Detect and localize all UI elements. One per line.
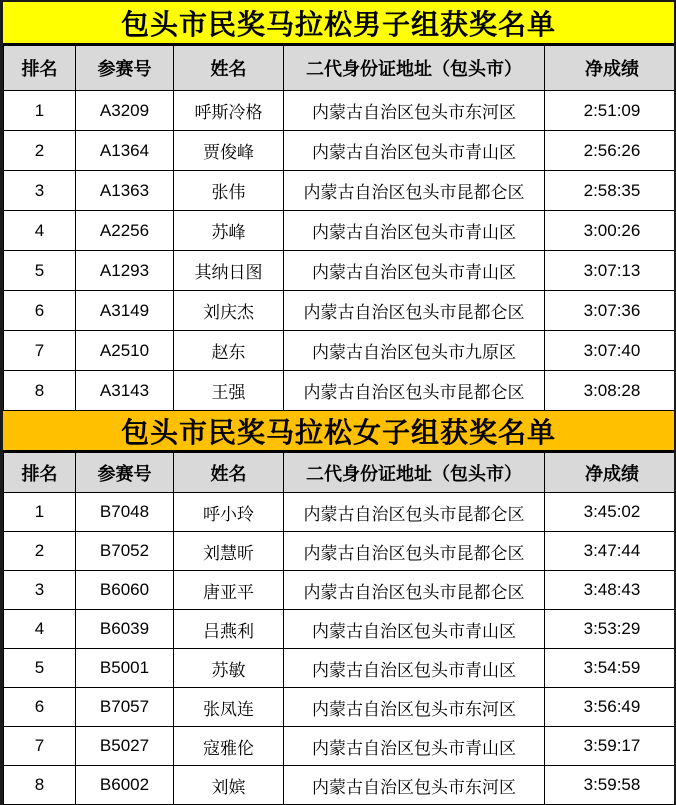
name-cell: 苏敏 — [174, 649, 284, 688]
rank-cell: 2 — [4, 532, 76, 571]
name-cell: 苏峰 — [174, 211, 284, 251]
bib-cell: A3149 — [76, 291, 174, 331]
table-row — [4, 532, 676, 571]
bib-cell: B5027 — [76, 727, 174, 766]
bib-cell: B6039 — [76, 610, 174, 649]
address-cell: 内蒙古自治区包头市青山区 — [284, 610, 545, 649]
table-row — [4, 211, 676, 251]
address-cell: 内蒙古自治区包头市青山区 — [284, 211, 545, 251]
bib-cell: A1363 — [76, 171, 174, 211]
net-time-cell: 3:45:02 — [545, 493, 676, 532]
womens-section-title-banner: 包头市民奖马拉松女子组获奖名单 — [3, 411, 674, 452]
header-cell-bib: 参赛号 — [76, 453, 174, 493]
name-cell: 贾俊峰 — [174, 131, 284, 171]
address-cell: 内蒙古自治区包头市青山区 — [284, 131, 545, 171]
net-time-cell: 3:59:58 — [545, 766, 676, 805]
net-time-cell: 3:48:43 — [545, 571, 676, 610]
table-row — [4, 371, 676, 411]
name-cell: 呼斯冷格 — [174, 91, 284, 131]
address-cell: 内蒙古自治区包头市昆都仑区 — [284, 571, 545, 610]
header-cell-net-time: 净成绩 — [545, 453, 676, 493]
address-cell: 内蒙古自治区包头市昆都仑区 — [284, 171, 545, 211]
net-time-cell: 3:59:17 — [545, 727, 676, 766]
table-row — [4, 610, 676, 649]
net-time-cell: 2:58:35 — [545, 171, 676, 211]
net-time-cell: 3:07:40 — [545, 331, 676, 371]
header-cell-rank: 排名 — [4, 46, 76, 91]
header-cell-rank: 排名 — [4, 453, 76, 493]
rank-cell: 8 — [4, 766, 76, 805]
header-cell-address: 二代身份证地址（包头市） — [284, 46, 545, 91]
bib-cell: A3143 — [76, 371, 174, 411]
table-row — [4, 331, 676, 371]
table-row — [4, 493, 676, 532]
rank-cell: 6 — [4, 291, 76, 331]
address-cell: 内蒙古自治区包头市东河区 — [284, 766, 545, 805]
name-cell: 刘嫔 — [174, 766, 284, 805]
header-row — [4, 453, 676, 493]
address-cell: 内蒙古自治区包头市东河区 — [284, 688, 545, 727]
net-time-cell: 3:07:36 — [545, 291, 676, 331]
address-cell: 内蒙古自治区包头市东河区 — [284, 91, 545, 131]
table-row — [4, 688, 676, 727]
bib-cell: A3209 — [76, 91, 174, 131]
header-cell-name: 姓名 — [174, 46, 284, 91]
rank-cell: 3 — [4, 571, 76, 610]
table-row — [4, 571, 676, 610]
table-row — [4, 766, 676, 805]
table-row — [4, 649, 676, 688]
net-time-cell: 3:47:44 — [545, 532, 676, 571]
bib-cell: A2256 — [76, 211, 174, 251]
name-cell: 唐亚平 — [174, 571, 284, 610]
address-cell: 内蒙古自治区包头市青山区 — [284, 727, 545, 766]
address-cell: 内蒙古自治区包头市昆都仑区 — [284, 493, 545, 532]
net-time-cell: 3:08:28 — [545, 371, 676, 411]
header-cell-bib: 参赛号 — [76, 46, 174, 91]
header-cell-name: 姓名 — [174, 453, 284, 493]
net-time-cell: 3:00:26 — [545, 211, 676, 251]
womens-section — [3, 411, 674, 805]
name-cell: 王强 — [174, 371, 284, 411]
table-row — [4, 727, 676, 766]
address-cell: 内蒙古自治区包头市青山区 — [284, 649, 545, 688]
bib-cell: B7048 — [76, 493, 174, 532]
rank-cell: 4 — [4, 610, 76, 649]
bib-cell: A1293 — [76, 251, 174, 291]
address-cell: 内蒙古自治区包头市青山区 — [284, 251, 545, 291]
net-time-cell: 3:56:49 — [545, 688, 676, 727]
bib-cell: B5001 — [76, 649, 174, 688]
rank-cell: 7 — [4, 331, 76, 371]
name-cell: 呼小玲 — [174, 493, 284, 532]
table-row — [4, 171, 676, 211]
name-cell: 刘庆杰 — [174, 291, 284, 331]
net-time-cell: 2:56:26 — [545, 131, 676, 171]
mens-results-table — [3, 45, 676, 411]
name-cell: 寇雅伦 — [174, 727, 284, 766]
bib-cell: B6060 — [76, 571, 174, 610]
bib-cell: B7057 — [76, 688, 174, 727]
address-cell: 内蒙古自治区包头市昆都仑区 — [284, 371, 545, 411]
address-cell: 内蒙古自治区包头市九原区 — [284, 331, 545, 371]
womens-results-table — [3, 452, 676, 805]
address-cell: 内蒙古自治区包头市昆都仑区 — [284, 291, 545, 331]
bib-cell: B6002 — [76, 766, 174, 805]
net-time-cell: 3:54:59 — [545, 649, 676, 688]
name-cell: 张伟 — [174, 171, 284, 211]
bib-cell: A1364 — [76, 131, 174, 171]
header-row — [4, 46, 676, 91]
net-time-cell: 2:51:09 — [545, 91, 676, 131]
rank-cell: 5 — [4, 251, 76, 291]
name-cell: 其纳日图 — [174, 251, 284, 291]
rank-cell: 4 — [4, 211, 76, 251]
rank-cell: 8 — [4, 371, 76, 411]
rank-cell: 5 — [4, 649, 76, 688]
name-cell: 刘慧昕 — [174, 532, 284, 571]
rank-cell: 1 — [4, 493, 76, 532]
table-row — [4, 291, 676, 331]
name-cell: 赵东 — [174, 331, 284, 371]
bib-cell: B7052 — [76, 532, 174, 571]
net-time-cell: 3:07:13 — [545, 251, 676, 291]
header-cell-net-time: 净成绩 — [545, 46, 676, 91]
address-cell: 内蒙古自治区包头市昆都仑区 — [284, 532, 545, 571]
mens-section-title-banner: 包头市民奖马拉松男子组获奖名单 — [3, 2, 674, 45]
table-row — [4, 131, 676, 171]
rank-cell: 1 — [4, 91, 76, 131]
net-time-cell: 3:53:29 — [545, 610, 676, 649]
table-row — [4, 251, 676, 291]
bib-cell: A2510 — [76, 331, 174, 371]
rank-cell: 3 — [4, 171, 76, 211]
name-cell: 张凤连 — [174, 688, 284, 727]
name-cell: 吕燕利 — [174, 610, 284, 649]
header-cell-address: 二代身份证地址（包头市） — [284, 453, 545, 493]
rank-cell: 7 — [4, 727, 76, 766]
rank-cell: 6 — [4, 688, 76, 727]
mens-section — [3, 2, 674, 411]
rank-cell: 2 — [4, 131, 76, 171]
table-row — [4, 91, 676, 131]
